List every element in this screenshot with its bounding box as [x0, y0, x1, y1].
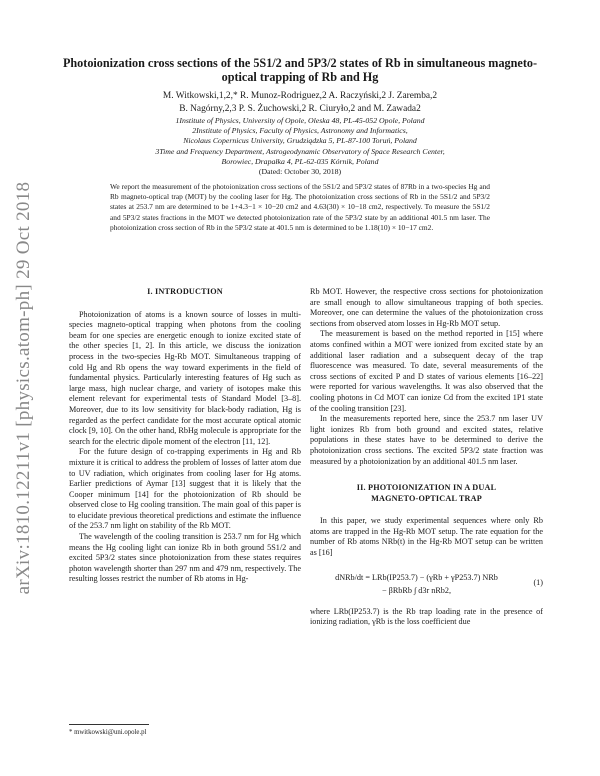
paragraph: The measurement is based on the method reported in [15] where atoms confined within a MOT were ionized from excited state by an additional laser radiation and a subsequent decay of the trap fluorescence was measured. To date, several measurements of the cross sections of excited P and D states of various elements [16–22] were reported for various wavelengths. It was also observed that the cooling photons in Cd MOT can ionize Cd from the excited 1P1 state of the cooling transition [23]. — [310, 329, 543, 413]
equation-line: dNRb/dt = LRb(IP253.7) − (γRb + γP253.7) NRb — [335, 572, 498, 582]
author-line: M. Witkowski,1,2,* R. Munoz-Rodriguez,2 A. Raczyński,2 J. Zaremba,2 — [162, 91, 438, 101]
affiliation-line: 1Institute of Physics, University of Opole, Oleska 48, PL-45-052 Opole, Poland — [175, 116, 425, 125]
paragraph: where LRb(IP253.7) is the Rb trap loading rate in the presence of ionizing radiation, γRb is the loss coefficient due — [310, 606, 543, 627]
paragraph: For the future design of co-trapping experiments in Hg and Rb mixture it is critical to address the problem of losses of latter atom due to UV radiation, which originates from cooling laser for Hg atoms. Earlier predictions of Aymar [13] suggest that it is likely that the Cooper minimum [14] for the photoionization of Rb should be observed close to Hg cooling transition. The main goal of this paper is to elucidate previous theoretical predictions and estimate the influence of the 253.7 nm light on stability of the Rb MOT. — [69, 447, 301, 531]
arxiv-stamp: arXiv:1810.12211v1 [physics.atom-ph] 29 Oct 2018 — [13, 181, 34, 595]
affiliation-line: Borowiec, Drapałka 4, PL-62-035 Kórnik, Poland — [221, 156, 379, 166]
author-list — [80, 90, 520, 116]
section-heading-photoionization — [310, 483, 543, 504]
paragraph: Rb MOT. However, the respective cross sections for photoionization are small enough to allow simultaneous trapping of both species. Moreover, one can determine the values of the photoionization cross sections from observed atom losses in Hg-Rb MOT setup. — [310, 287, 543, 328]
arxiv-stamp-container — [4, 181, 44, 595]
affiliations — [60, 116, 540, 177]
date-line: (Dated: October 30, 2018) — [258, 167, 342, 177]
section-heading-introduction: I. INTRODUCTION — [147, 287, 223, 296]
affiliation-line: 3Time and Frequency Department, Astrogeodynamic Observatory of Space Research Center, — [155, 146, 445, 156]
footnote-email: * mwitkowski@uni.opole.pl — [69, 729, 147, 736]
paragraph: In this paper, we study experimental sequences where only Rb atoms are trapped in the Hg-Rb MOT setup. The rate equation for the number of Rb atoms NRb(t) in the Hg-Rb MOT setup can be written as [16] — [310, 516, 543, 558]
equation-number: (1) — [533, 578, 543, 588]
affiliation-line: 2Institute of Physics, Faculty of Physics, Astronomy and Informatics, — [192, 126, 408, 136]
paragraph: The wavelength of the cooling transition is 253.7 nm for Hg which means the Hg cooling light can ionize Rb in both ground 5S1/2 and excited 5P3/2 states since photoionization from these states requires photon wavelength shorter than 297 nm and 479 nm, respectively. The resulting losses restrict the number of Rb atoms in Hg- — [69, 532, 301, 584]
left-column — [69, 287, 301, 585]
footnote — [69, 724, 301, 736]
abstract: We report the measurement of the photoionization cross sections of the 5S1/2 and 5P3/2 states of 87Rb in a two-species Hg and Rb magneto-optical trap (MOT) by the cooling laser for Hg. The photoionization cross sections of Rb in the 5S1/2 and 5P3/2 states at 253.7 nm are determined to be 1+4.3−1 × 10−20 cm2 and 4.63(30) × 10−18 cm2, respectively. To measure the 5S1/2 and 5P3/2 states fractions in the MOT we detected photoionization rate of the 5P3/2 state by an additional 401.5 nm laser. The photoionization cross section of Rb in the 5P3/2 state at 401.5 nm is determined to be 1.18(10) × 10−17 cm2. — [110, 182, 490, 232]
section-heading-line: MAGNETO-OPTICAL TRAP — [371, 493, 482, 503]
paragraph: In the measurements reported here, since the 253.7 nm laser UV light ionizes Rb from both ground and excited states, relative populations in these states have to be determined to derive the photoionization cross sections. The excited 5P3/2 state fraction was measured by a photoionization by an additional 401.5 nm laser. — [310, 414, 543, 466]
affiliation-line: Nicolaus Copernicus University, Grudziądzka 5, PL-87-100 Toruń, Poland — [183, 136, 417, 146]
equation-1 — [310, 571, 543, 597]
paper-title: Photoionization cross sections of the 5S1/2 and 5P3/2 states of Rb in simultaneous magneto-optical trapping of Rb and Hg — [62, 56, 538, 84]
right-column — [310, 287, 543, 628]
section-heading-line: II. PHOTOIONIZATION IN A DUAL — [356, 483, 497, 493]
author-line: B. Nagórny,2,3 P. S. Żuchowski,2 R. Ciuryło,2 and M. Zawada2 — [179, 104, 421, 114]
equation-line: − βRbRb ∫ d3r nRb2, — [381, 585, 452, 595]
paragraph: Photoionization of atoms is a known source of losses in multi-species magneto-optical trapping when photons from the cooling beam for one species are energetic enough to ionize excited state of the other species [1, 2]. In this article, we discuss the ionization process in the two-species Hg-Rb MOT. Simultaneous trapping of cold Hg and Rb opens the way toward experiments in the field of fundamental physics. Particularly interesting features of Hg such as large mass, high nuclear charge, and variety of isotopes make this element relevant for experimental tests of Standard Model [3–8]. Moreover, due to its low sensitivity for black-body radiation, Hg is regarded as the perfect candidate for the most accurate optical atomic clock [9, 10]. On the other hand, RbHg molecule is appropriate for the search for the electric dipole moment of the electron [11, 12]. — [69, 309, 301, 446]
footnote-rule — [69, 724, 149, 725]
